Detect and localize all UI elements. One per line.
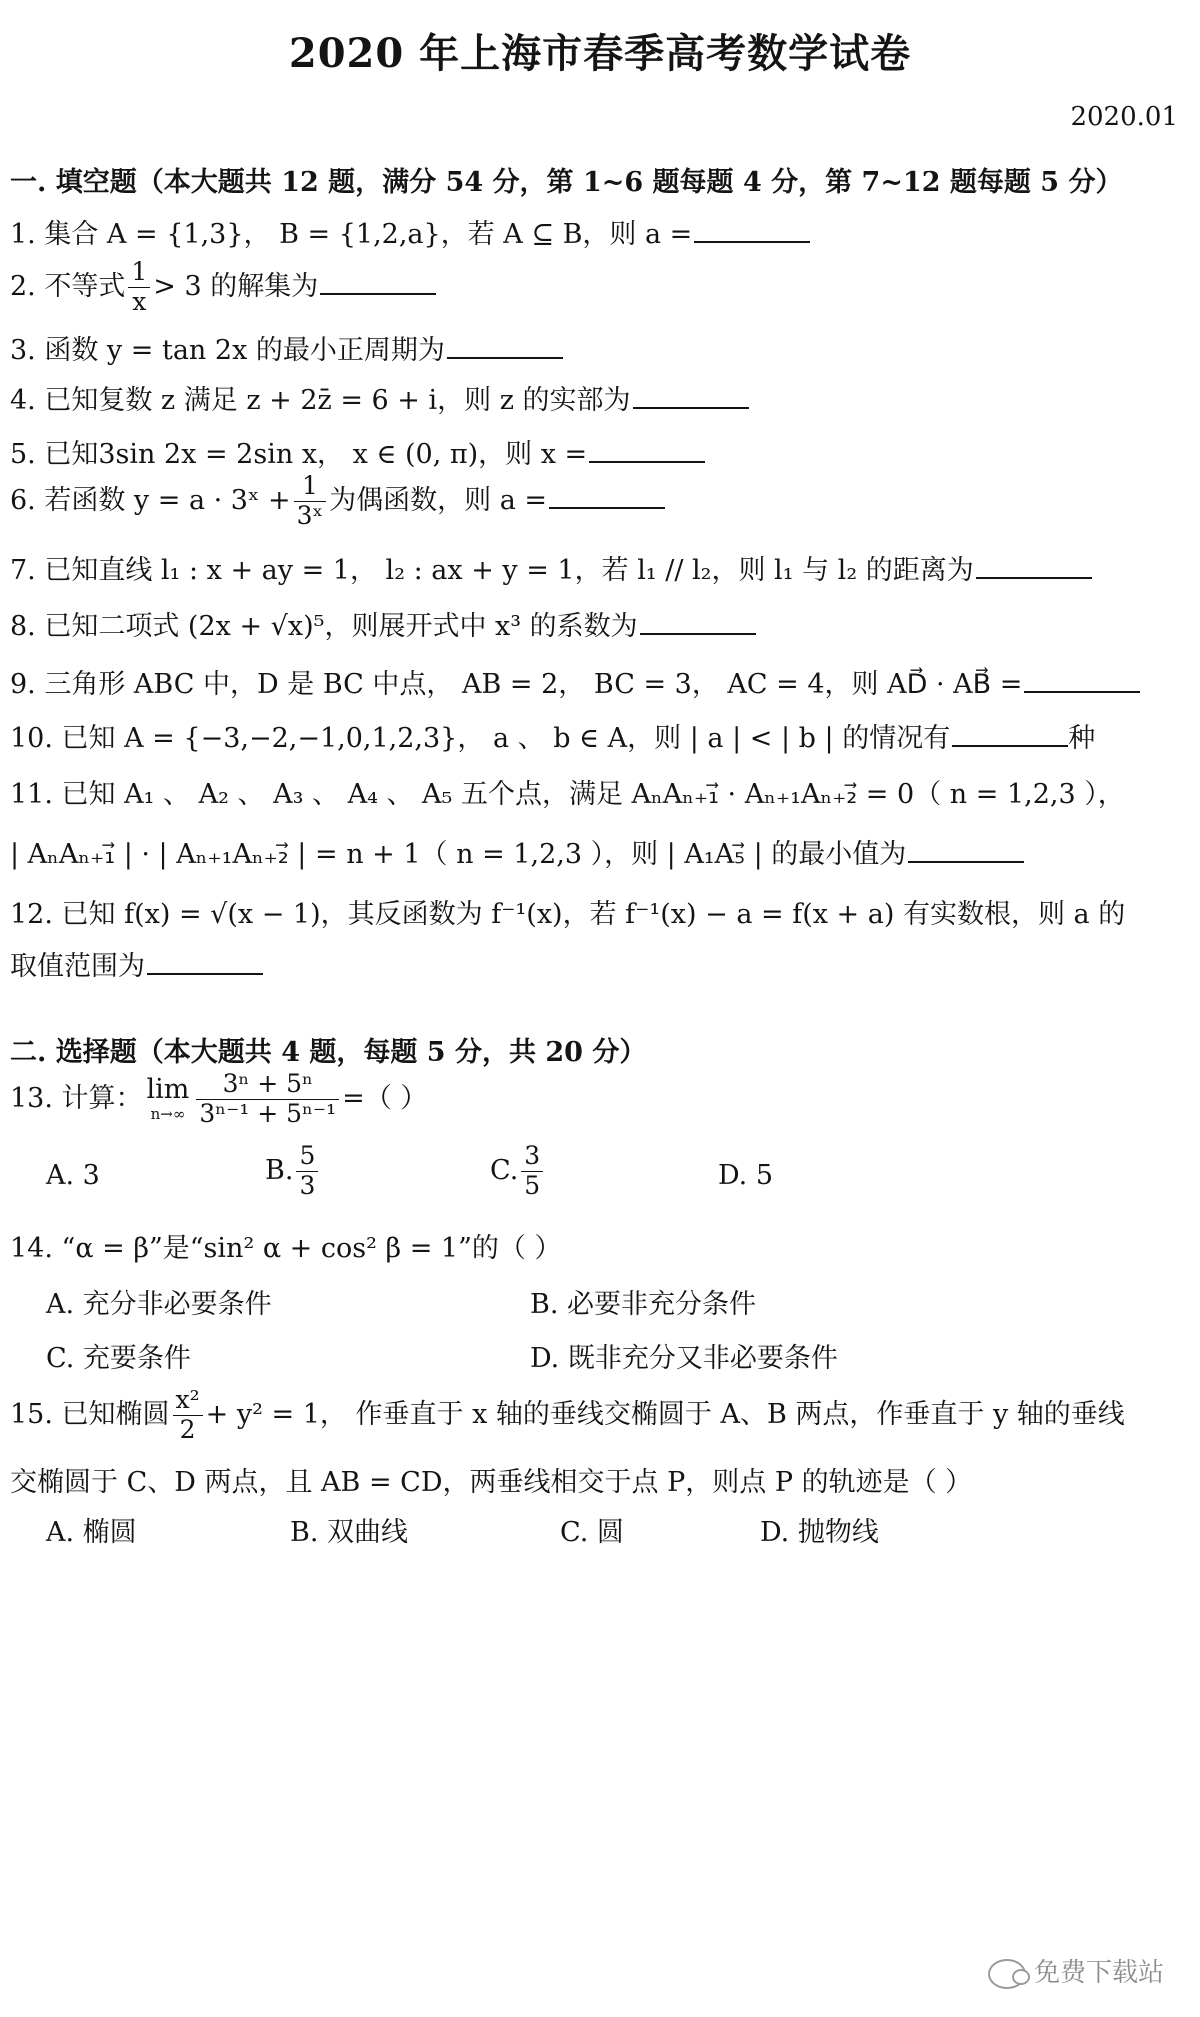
answer-blank [633,383,749,409]
question-8-text: 8. 已知二项式 (2x + √x)⁵，则展开式中 x³ 的系数为 [10,611,638,642]
fraction-numerator: 5 [296,1142,318,1172]
question-2-post: > 3 的解集为 [153,270,319,302]
question-15 [10,1386,1125,1445]
question-6-pre: 6. 若函数 y = a · 3ˣ + [10,484,291,516]
question-15-option-c: C. 圆 [560,1517,624,1548]
limit-symbol: lim [146,1074,190,1106]
question-15-line-2: 交椭圆于 C、D 两点，且 AB = CD，两垂线相交于点 P，则点 P 的轨迹是（ ） [10,1467,973,1498]
question-14-option-c: C. 充要条件 [46,1343,191,1374]
question-3-text: 3. 函数 y = tan 2x 的最小正周期为 [10,335,445,366]
question-2-pre: 2. 不等式 [10,270,126,302]
question-13-option-d: D. 5 [718,1160,774,1191]
question-13 [10,1070,427,1129]
question-2 [10,258,436,317]
question-9 [10,662,1140,701]
question-15-option-b: B. 双曲线 [290,1517,409,1548]
question-13-option-b [265,1142,321,1201]
question-13-post: =（ ） [342,1082,428,1114]
question-14-option-d: D. 既非充分又非必要条件 [530,1343,838,1374]
fraction-numerator: 1 [294,472,327,502]
answer-blank [549,483,665,509]
question-1-text: 1. 集合 A = {1,3}， B = {1,2,a}，若 A ⊆ B，则 a = [10,219,693,250]
watermark [988,1952,1164,1989]
question-7-text: 7. 已知直线 l₁ : x + ay = 1， l₂ : ax + y = 1，若 l₁ // l₂，则 l₁ 与 l₂ 的距离为 [10,555,974,586]
question-12-line-2 [10,944,263,983]
exam-title: 2020 年上海市春季高考数学试卷 [288,30,912,77]
fraction [521,1142,543,1201]
limit-operator [147,1076,190,1122]
question-7 [10,548,1092,587]
answer-blank [694,217,810,243]
question-10-pre: 10. 已知 A = {−3,−2,−1,0,1,2,3}， a 、 b ∈ A，则 | a | < | b | 的情况有 [10,723,951,754]
fraction-denominator: x [132,286,147,316]
question-10-post: 种 [1068,723,1096,754]
question-13-pre: 13. 计算： [10,1082,143,1114]
question-4 [10,378,749,417]
fraction-numerator: 3 [521,1142,543,1172]
fraction [296,1142,318,1201]
fraction [294,472,327,531]
section-2-heading: 二. 选择题（本大题共 4 题，每题 5 分，共 20 分） [10,1037,647,1068]
question-14-option-a: A. 充分非必要条件 [46,1289,272,1320]
answer-blank [908,837,1024,863]
question-6 [10,472,665,531]
fraction-denominator: 3ⁿ⁻¹ + 5ⁿ⁻¹ [199,1098,337,1128]
wechat-icon [988,1959,1026,1989]
question-9-text: 9. 三角形 ABC 中，D 是 BC 中点， AB = 2， BC = 3， AC = 4，则 AD⃗ · AB⃗ = [10,669,1023,700]
answer-blank [952,721,1068,747]
answer-blank [320,269,436,295]
question-8 [10,604,756,643]
question-6-post: 为偶函数，则 a = [329,484,548,516]
question-15-post: + y² = 1， 作垂直于 x 轴的垂线交椭圆于 A、B 两点，作垂直于 y 轴的垂线 [205,1398,1125,1430]
question-10 [10,716,1095,755]
exam-date: 2020.01 [1070,102,1178,132]
answer-blank [447,333,563,359]
fraction-numerator: 3ⁿ + 5ⁿ [196,1070,339,1100]
question-4-text: 4. 已知复数 z 满足 z + 2z̄ = 6 + i，则 z 的实部为 [10,385,631,416]
question-11-line-2-text: | AₙAₙ₊₁⃗ | · | Aₙ₊₁Aₙ₊₂⃗ | = n + 1（ n = 1,2,3 ），则 | A₁A₅⃗ | 的最小值为 [10,839,907,870]
limit-subscript: n→∞ [150,1105,186,1124]
question-13-option-c [490,1142,546,1201]
question-5-text: 5. 已知3sin 2x = 2sin x， x ∈ (0, π)，则 x = [10,439,588,470]
option-label: C. [490,1154,519,1186]
question-12-line-1: 12. 已知 f(x) = √(x − 1)，其反函数为 f⁻¹(x)，若 f⁻¹(x) − a = f(x + a) 有实数根，则 a 的 [10,899,1126,930]
question-14-option-b: B. 必要非充分条件 [530,1289,757,1320]
fraction-denominator: 3 [299,1170,316,1200]
option-label: B. [265,1154,294,1186]
answer-blank [1024,667,1140,693]
question-12-line-2-text: 取值范围为 [10,951,145,982]
fraction-denominator: 5 [524,1170,541,1200]
fraction-denominator: 3ˣ [296,500,324,530]
answer-blank [589,437,705,463]
fraction [173,1386,203,1445]
question-5 [10,432,705,471]
question-14: 14. “α = β”是“sin² α + cos² β = 1”的（ ） [10,1233,562,1264]
answer-blank [640,609,756,635]
section-1-heading: 一. 填空题（本大题共 12 题，满分 54 分，第 1~6 题每题 4 分，第 7~12 题每题 5 分） [10,167,1123,198]
question-11-line-1: 11. 已知 A₁ 、 A₂ 、 A₃ 、 A₄ 、 A₅ 五个点，满足 AₙAₙ₊₁⃗ · Aₙ₊₁Aₙ₊₂⃗ = 0（ n = 1,2,3 ）， [10,779,1125,810]
fraction [196,1070,339,1129]
answer-blank [147,949,263,975]
watermark-text: 免费下载站 [1033,1958,1164,1988]
fraction-numerator: 1 [128,258,150,288]
answer-blank [976,553,1092,579]
question-15-option-a: A. 椭圆 [46,1517,137,1548]
fraction [128,258,150,317]
fraction-numerator: x² [173,1386,203,1416]
question-15-pre: 15. 已知椭圆 [10,1398,170,1430]
question-15-option-d: D. 抛物线 [760,1517,879,1548]
question-11-line-2 [10,832,1024,871]
fraction-denominator: 2 [179,1414,196,1444]
question-13-option-a: A. 3 [46,1160,100,1191]
question-1 [10,212,810,251]
question-3 [10,328,563,367]
